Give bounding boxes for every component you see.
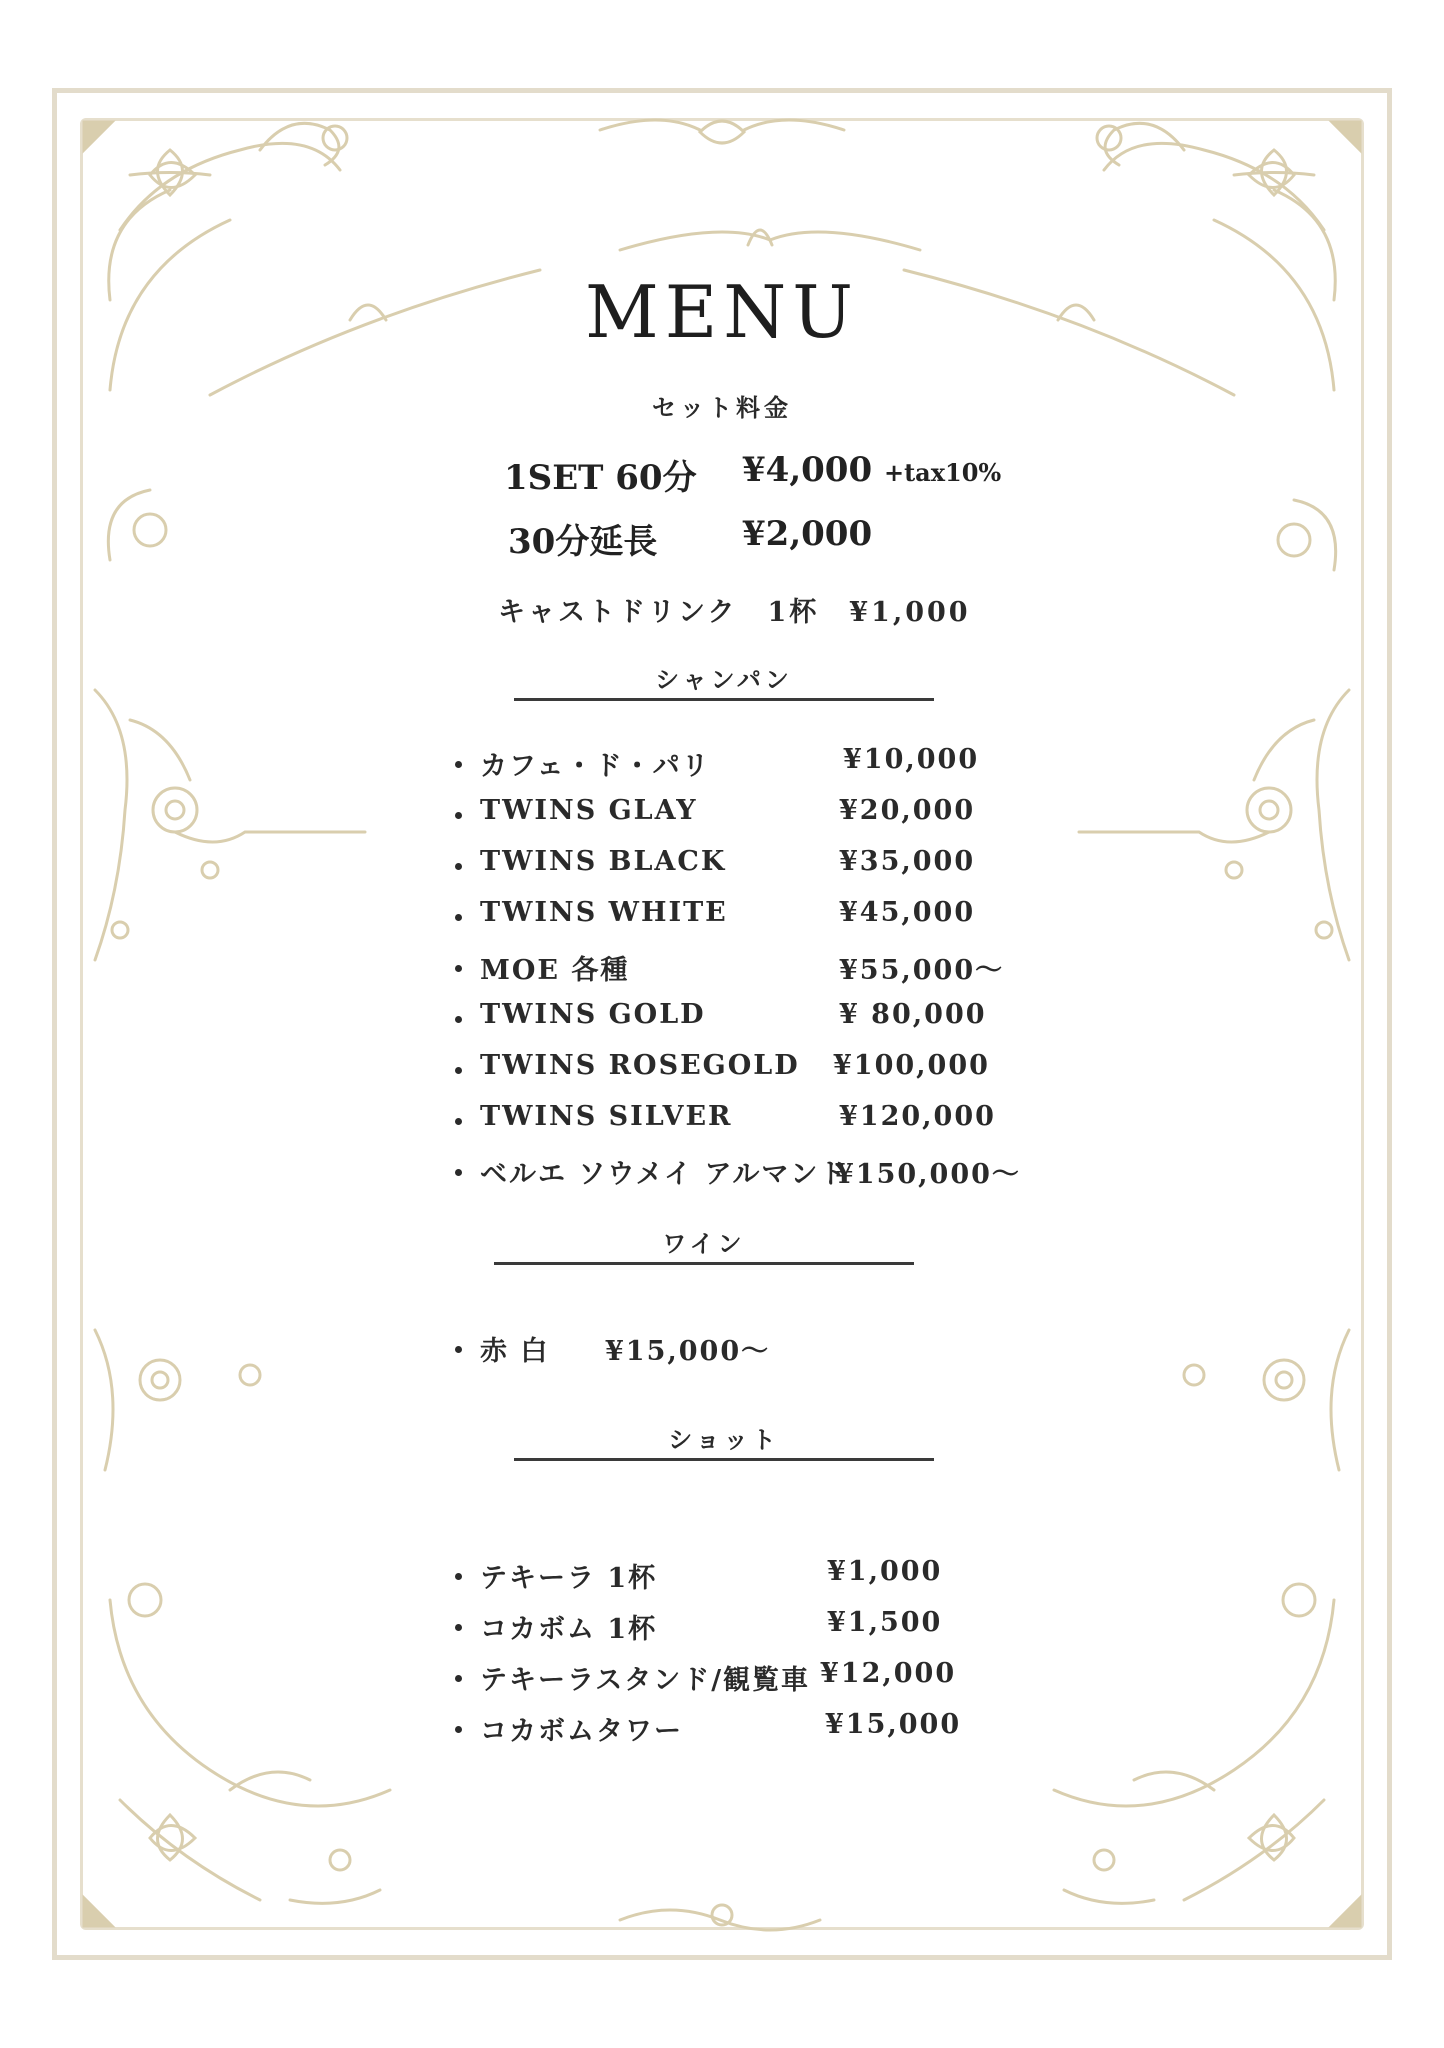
bullet-icon: [455, 761, 462, 768]
list-item: TWINS GLAY ¥20,000: [455, 795, 1015, 846]
list-item: MOE 各種 ¥55,000～: [455, 948, 1015, 999]
bullet-icon: [455, 1675, 462, 1682]
set-row-1-price: [742, 450, 1001, 490]
shot-rule: [514, 1458, 934, 1461]
bullet-icon: [455, 965, 462, 972]
list-item: TWINS BLACK ¥35,000: [455, 846, 1015, 897]
list-item: テキーラ 1杯 ¥1,000: [455, 1556, 1015, 1607]
set-row-label: 30分延長: [508, 522, 658, 562]
bullet-icon: [455, 1016, 462, 1023]
bullet-icon: [455, 1346, 462, 1353]
champagne-rule: [514, 698, 934, 701]
set-row-2: [508, 514, 657, 563]
champagne-heading: シャンパン: [655, 665, 793, 694]
bullet-icon: [455, 1118, 462, 1125]
wine-heading: ワイン: [662, 1229, 746, 1258]
bullet-icon: [455, 1573, 462, 1580]
set-row-price: ¥4,000: [742, 450, 873, 490]
list-item: TWINS WHITE ¥45,000: [455, 897, 1015, 948]
bullet-icon: [455, 1067, 462, 1074]
tax-note: +tax10%: [883, 458, 1002, 487]
bullet-icon: [455, 1169, 462, 1176]
champagne-list: [455, 744, 1021, 1203]
list-item: コカボムタワー ¥15,000: [455, 1709, 1015, 1760]
bullet-icon: [455, 1624, 462, 1631]
list-item: TWINS GOLD ¥ 80,000: [455, 999, 1015, 1050]
list-item: TWINS SILVER ¥120,000: [455, 1101, 1015, 1152]
bullet-icon: [455, 914, 462, 921]
shot-heading: ショット: [668, 1425, 780, 1454]
shot-list: [455, 1556, 1015, 1760]
set-row-2-price: [742, 514, 872, 554]
bullet-icon: [455, 1726, 462, 1733]
bullet-icon: [455, 812, 462, 819]
wine-list: [455, 1329, 1015, 1380]
set-row-label: 1SET 60分: [504, 458, 697, 498]
list-item: 赤 白 ¥15,000～: [455, 1329, 1015, 1380]
set-row-1: [504, 450, 697, 499]
cast-drink-row: キャストドリンク 1杯 ¥1,000: [498, 597, 971, 628]
list-item: コカボム 1杯 ¥1,500: [455, 1607, 1015, 1658]
set-row-price: ¥2,000: [742, 514, 873, 554]
wine-rule: [494, 1262, 914, 1265]
set-price-heading: セット料金: [652, 393, 792, 422]
list-item: テキーラスタンド/観覧車 ¥12,000: [455, 1658, 1015, 1709]
list-item: ベルエ ソウメイ アルマンド ¥150,000～: [455, 1152, 1015, 1203]
bullet-icon: [455, 863, 462, 870]
list-item: カフェ・ド・パリ ¥10,000: [455, 744, 1015, 795]
page-title: MENU: [585, 270, 859, 354]
list-item: TWINS ROSEGOLD ¥100,000: [455, 1050, 1015, 1101]
